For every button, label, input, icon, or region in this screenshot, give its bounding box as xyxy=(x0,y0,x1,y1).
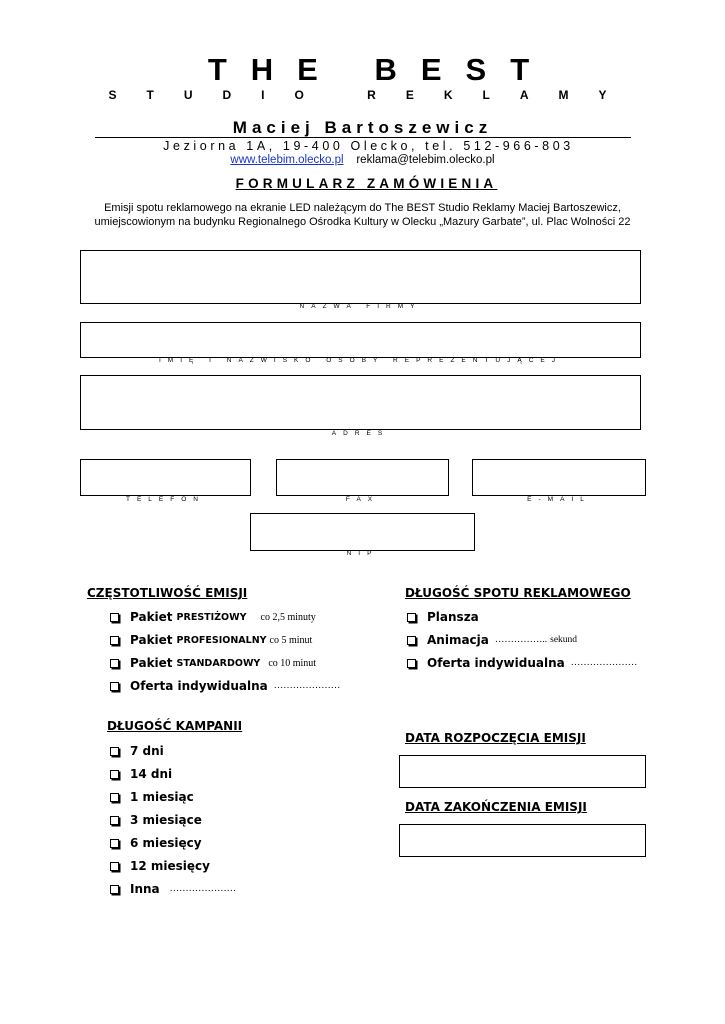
representative-label: IMIĘ I NAZWISKO OSOBY REPREZENTUJĄCEJ xyxy=(159,357,562,364)
option-label: Inna xyxy=(130,882,160,896)
start-date-field[interactable] xyxy=(399,755,646,788)
checkbox-icon[interactable] xyxy=(110,613,119,622)
fax-field[interactable] xyxy=(276,459,449,496)
campaign-option-other[interactable] xyxy=(110,882,236,896)
campaign-option[interactable] xyxy=(110,790,194,804)
intro-line-1: Emisji spotu reklamowego na ekranie LED należącym do The BEST Studio Reklamy Maciej Bartoszewicz, xyxy=(104,202,621,214)
checkbox-icon[interactable] xyxy=(110,682,119,691)
option-dots: ………………… xyxy=(273,681,341,691)
spot-length-heading: DŁUGOŚĆ SPOTU REKLAMOWEGO xyxy=(405,586,631,600)
option-label: 1 miesiąc xyxy=(130,790,194,804)
checkbox-icon[interactable] xyxy=(407,636,416,645)
option-label: 7 dni xyxy=(130,744,164,758)
form-intro xyxy=(0,201,725,229)
option-label: 14 dni xyxy=(130,767,173,781)
campaign-heading: DŁUGOŚĆ KAMPANII xyxy=(107,719,243,733)
checkbox-icon[interactable] xyxy=(110,839,119,848)
spot-option-board[interactable] xyxy=(407,610,479,624)
owner-name: Maciej Bartoszewicz xyxy=(232,118,493,137)
start-date-heading: DATA ROZPOCZĘCIA EMISJI xyxy=(405,731,586,745)
nip-field[interactable] xyxy=(250,513,475,551)
option-label: Plansza xyxy=(427,610,479,624)
option-tier: PRESTIŻOWY xyxy=(176,611,247,623)
checkbox-icon[interactable] xyxy=(110,862,119,871)
option-note: co 10 minut xyxy=(268,657,317,669)
email-label: E-MAIL xyxy=(527,496,591,503)
spot-option-individual[interactable] xyxy=(407,656,637,670)
option-label: Animacja xyxy=(427,633,489,647)
frequency-option-professional[interactable] xyxy=(110,633,312,647)
checkbox-icon[interactable] xyxy=(110,747,119,756)
form-title xyxy=(0,176,725,191)
company-name-label: NAZWA FIRMY xyxy=(299,303,422,310)
campaign-option[interactable] xyxy=(110,744,164,758)
checkbox-icon[interactable] xyxy=(110,816,119,825)
option-dots: …………….. xyxy=(494,635,548,645)
spot-option-animation[interactable] xyxy=(407,633,577,647)
phone-label: TELEFON xyxy=(126,496,205,503)
campaign-option[interactable] xyxy=(110,813,202,827)
frequency-heading: CZĘSTOTLIWOŚĆ EMISJI xyxy=(87,586,248,600)
checkbox-icon[interactable] xyxy=(110,659,119,668)
checkbox-icon[interactable] xyxy=(407,659,416,668)
brand-title: THE BEST xyxy=(207,52,554,87)
nip-label: NIP xyxy=(346,550,379,557)
option-dots: ………………… xyxy=(570,658,638,668)
option-dots: ………………… xyxy=(169,884,237,894)
checkbox-icon[interactable] xyxy=(110,793,119,802)
header-rule xyxy=(95,137,631,138)
end-date-heading: DATA ZAKOŃCZENIA EMISJI xyxy=(405,800,587,814)
form-title-text: FORMULARZ ZAMÓWIENIA xyxy=(235,176,498,191)
website-link[interactable]: www.telebim.olecko.pl xyxy=(230,154,344,166)
option-tier: STANDARDOWY xyxy=(176,657,261,669)
option-label: Pakiet xyxy=(130,610,173,624)
option-label: 6 miesięcy xyxy=(130,836,202,850)
option-note: co 2,5 minuty xyxy=(260,611,316,623)
option-label: Oferta indywidualna xyxy=(427,656,565,670)
company-name-field[interactable] xyxy=(80,250,641,304)
frequency-option-individual[interactable] xyxy=(110,679,340,693)
phone-field[interactable] xyxy=(80,459,251,496)
studio-subtitle: STUDIO REKLAMY xyxy=(108,88,637,102)
option-label: Oferta indywidualna xyxy=(130,679,268,693)
option-unit: sekund xyxy=(550,635,578,645)
campaign-option[interactable] xyxy=(110,836,202,850)
end-date-field[interactable] xyxy=(399,824,646,857)
frequency-option-standard[interactable] xyxy=(110,656,316,670)
fax-label: FAX xyxy=(345,496,380,503)
email-address: reklama@telebim.olecko.pl xyxy=(356,154,495,166)
campaign-option[interactable] xyxy=(110,767,172,781)
address-label: ADRES xyxy=(331,430,390,437)
campaign-option[interactable] xyxy=(110,859,210,873)
checkbox-icon[interactable] xyxy=(110,770,119,779)
checkbox-icon[interactable] xyxy=(407,613,416,622)
option-label: Pakiet xyxy=(130,656,173,670)
frequency-option-prestige[interactable] xyxy=(110,610,316,624)
intro-line-2: umiejscowionym na budynku Regionalnego Ośrodka Kultury w Olecku „Mazury Garbate”, ul. Plac Wolności 22 xyxy=(94,216,631,228)
option-label: Pakiet xyxy=(130,633,173,647)
option-label: 12 miesięcy xyxy=(130,859,210,873)
option-label: 3 miesiące xyxy=(130,813,202,827)
owner-address: Jeziorna 1A, 19-400 Olecko, tel. 512-966-803 xyxy=(163,139,574,153)
email-field[interactable] xyxy=(472,459,646,496)
contacts-line xyxy=(0,154,725,166)
checkbox-icon[interactable] xyxy=(110,885,119,894)
address-field[interactable] xyxy=(80,375,641,430)
option-tier: PROFESIONALNY xyxy=(176,634,267,646)
checkbox-icon[interactable] xyxy=(110,636,119,645)
option-note: co 5 minut xyxy=(269,634,313,646)
representative-field[interactable] xyxy=(80,322,641,358)
